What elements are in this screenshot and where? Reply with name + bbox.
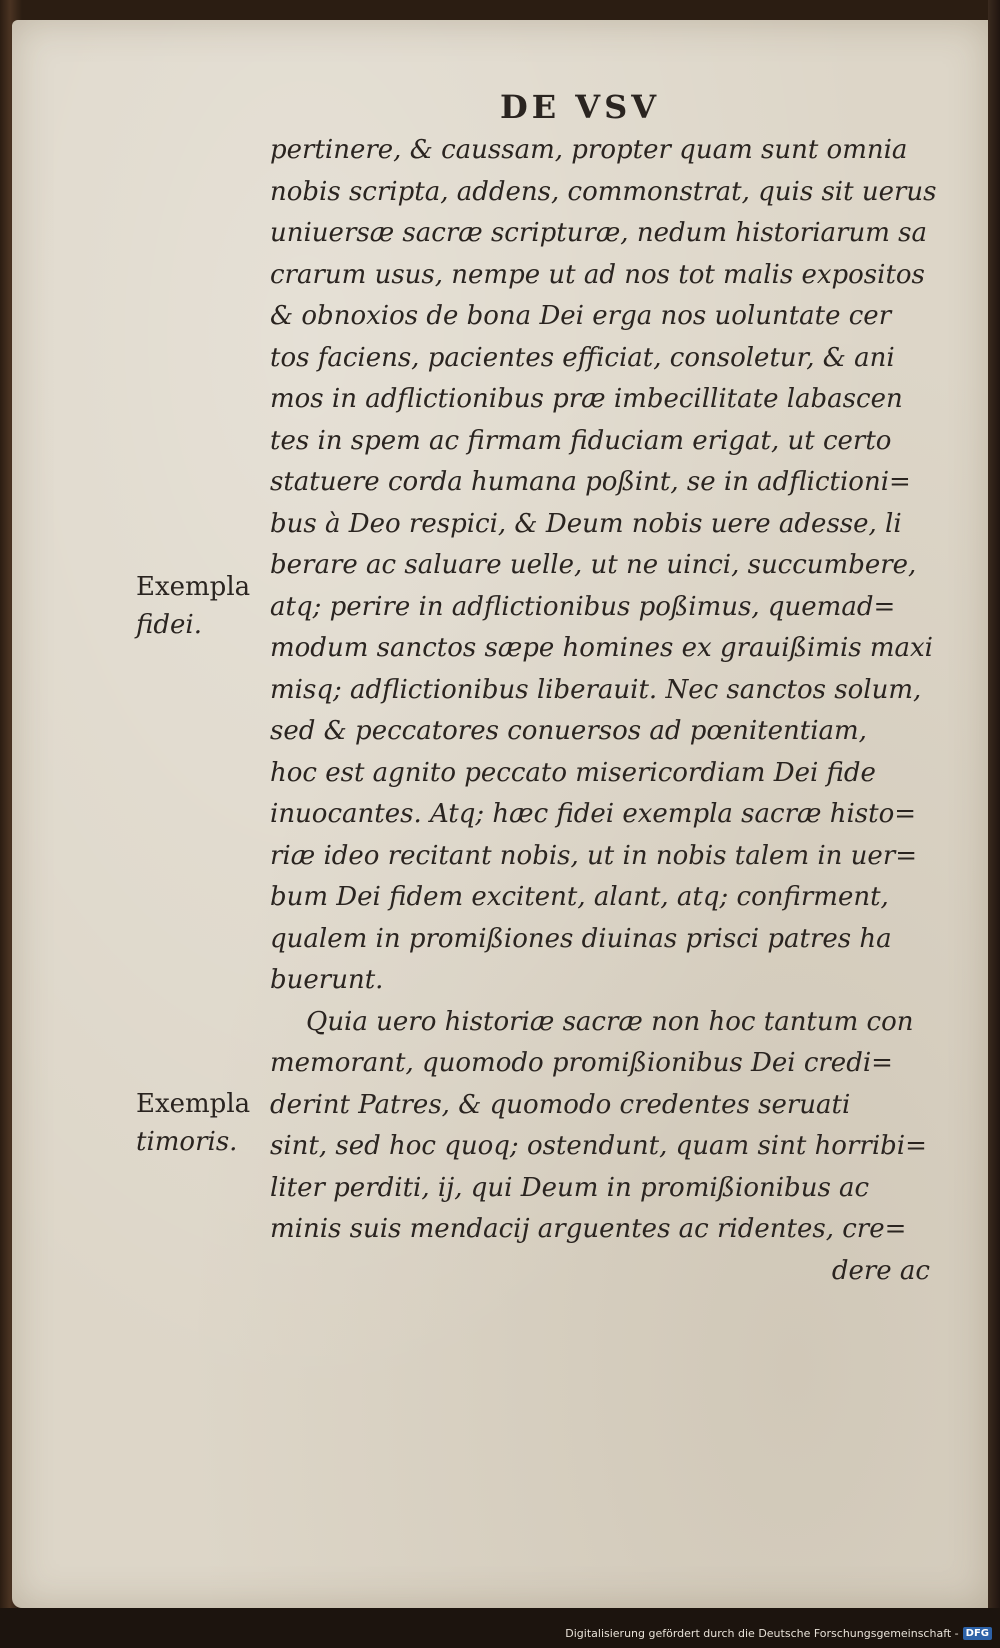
text-line: qualem in promißiones diuinas prisci patres ha	[270, 923, 892, 954]
text-line: & obnoxios de bona Dei erga nos uoluntate cer	[270, 301, 892, 331]
text-line: minis suis mendacij arguentes ac ridentes, cre=	[270, 1214, 907, 1244]
text-line: berare ac saluare uelle, ut ne uinci, succumbere,	[270, 550, 917, 580]
text-line: uniuersæ sacræ scripturæ, nedum historiarum sa	[270, 218, 927, 248]
credit-text: Digitalisierung gefördert durch die Deutsche Forschungsgemeinschaft -	[565, 1627, 959, 1640]
text-line: bum Dei fidem excitent, alant, atq; confirment,	[270, 882, 889, 912]
margin-note-timoris	[136, 1085, 250, 1161]
text-line: riæ ideo recitant nobis, ut in nobis talem in uer=	[270, 840, 918, 871]
margin-note-line: Exempla	[136, 1089, 251, 1119]
margin-note-line: timoris.	[136, 1127, 238, 1157]
text-line: pertinere, & caussam, propter quam sunt omnia	[270, 135, 908, 165]
dfg-logo: DFG	[963, 1627, 992, 1640]
main-text-block	[270, 130, 937, 1292]
text-line: derint Patres, & quomodo credentes seruati	[270, 1089, 851, 1120]
text-line: hoc est agnito peccato misericordiam Dei fide	[270, 757, 876, 788]
text-line: liter perditi, ij, qui Deum in promißionibus ac	[270, 1172, 870, 1203]
text-line: crarum usus, nempe ut ad nos tot malis expositos	[270, 259, 925, 290]
margin-note-fidei	[136, 568, 250, 644]
text-line: memorant, quomodo promißionibus Dei credi=	[270, 1048, 893, 1078]
text-line: tes in spem ac firmam fiduciam erigat, ut certo	[270, 425, 892, 456]
running-head: DE VSV	[500, 88, 661, 126]
scan-right-edge	[988, 0, 1000, 1648]
margin-note-line: Exempla	[136, 572, 251, 602]
text-line: Quia uero historiæ sacræ non hoc tantum con	[306, 1006, 914, 1037]
digitization-credit	[565, 1627, 992, 1640]
margin-note-line: fidei.	[136, 610, 202, 640]
text-line: modum sanctos sæpe homines ex grauißimis maxi	[270, 633, 933, 663]
text-line: inuocantes. Atq; hæc fidei exempla sacræ histo=	[270, 799, 917, 829]
text-line: nobis scripta, addens, commonstrat, quis sit uerus	[270, 176, 937, 207]
text-line: statuere corda humana poßint, se in adflictioni=	[270, 467, 911, 497]
text-line: sint, sed hoc quoq; ostendunt, quam sint horribi=	[270, 1131, 927, 1161]
text-line: tos faciens, pacientes efficiat, consoletur, & ani	[270, 342, 895, 373]
text-line: bus à Deo respici, & Deum nobis uere adesse, li	[270, 508, 902, 539]
text-line: sed & peccatores conuersos ad pœnitentiam,	[270, 716, 867, 746]
text-line: atq; perire in adflictionibus poßimus, quemad=	[270, 591, 896, 622]
text-line: misq; adflictionibus liberauit. Nec sanctos solum,	[270, 674, 922, 705]
text-line: buerunt.	[270, 965, 384, 995]
catchword: dere ac	[831, 1255, 930, 1286]
text-line: mos in adflictionibus præ imbecillitate labascen	[270, 384, 903, 414]
